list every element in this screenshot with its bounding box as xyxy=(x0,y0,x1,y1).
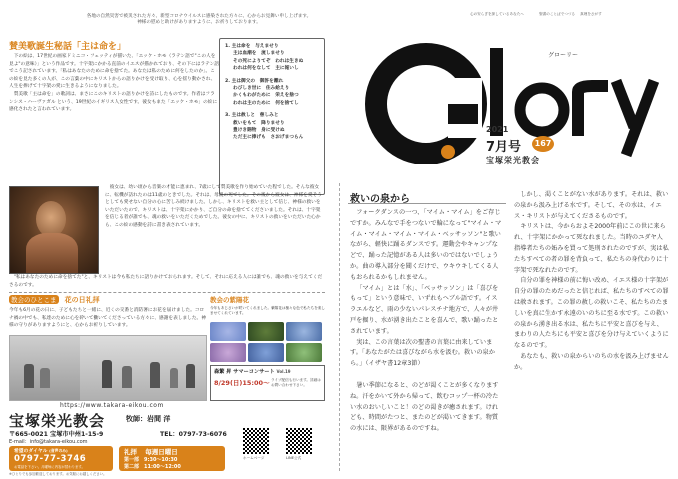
dial-note: お電話を下さい。月曜毎に内容が替わります。 xyxy=(14,465,85,469)
footer-note: ※ひとりでも参加歓迎しております。お気軽にお越しください。 xyxy=(9,472,107,476)
divider xyxy=(9,292,325,293)
hydrangea-photos xyxy=(210,322,322,362)
main-para-3: 実は、この言葉は次の聖書の言葉に由来しています。「あなたがたは喜びながら水を汲む。救いの泉から。」（イザヤ書12章3節） xyxy=(350,338,495,368)
worship-label: 礼拝 xyxy=(124,448,137,456)
masthead-church: 宝塚栄光教会 xyxy=(486,156,540,165)
qr-code-homepage[interactable] xyxy=(243,428,269,454)
concert-box xyxy=(210,365,325,401)
worship-time-2: 第二部 11:00～12:00 xyxy=(124,464,181,470)
logo-kana: グローリー xyxy=(548,52,579,59)
dial-sub: (音声のみ) xyxy=(49,448,68,453)
issue-number-badge: 167 xyxy=(532,136,554,152)
website-url[interactable]: https://www.takara-eikou.com xyxy=(60,402,164,409)
worship-time-1: 第一部 9:30～10:30 xyxy=(124,457,178,463)
flowers-title: 教会の紫陽花 xyxy=(210,296,249,304)
hymn-para-2: 賛美歌「主は命を」の歌詞は、まさにこのキリストの語りかけを詩にしたものです。作者はフランシス・ハーヴァガル という、19世紀のイギリス人女性です。彼女もまた「エッケ・ホモ」の絵に感化されたと言われています。 xyxy=(9,91,218,113)
verse-3: 3. 主は赦しと 慈しみと 救いをもて 降りませり 豊けき賜物 身に受けぬ ただ主に捧げも さおげまつらん xyxy=(225,113,304,141)
hymn-para-4: "私はあなたのために命を捨てた"と、キリストは今も私たちに語りかけておられます。そして、それに応える人には誰でも、魂の救いを与えてくださるのです。 xyxy=(9,275,323,288)
church-tel[interactable]: TEL：0797-73-6076 xyxy=(160,431,227,438)
qr-label-line: LINE公式 xyxy=(286,456,302,460)
dial-number[interactable]: 0797-77-3746 xyxy=(14,454,87,464)
church-email[interactable]: E-mail：info@takara-eikou.com xyxy=(9,439,88,445)
column-divider xyxy=(339,183,340,471)
main-article-title: 救いの泉から xyxy=(350,194,410,205)
main-para-6: キリストは、今からおよそ2000年前にこの世に来られ、十字架にかかって死なれました。当時のユダヤ人指導者たちの妬みを買って処刑されたのですが、実は私たちすべての者の罪を背負って、私たちの身代わりに十字架で死なれたのです。 xyxy=(514,223,669,274)
main-para-2: 「マイム」とは「水」、「ベッサッソン」は「喜びをもって」という意味で、いずれもヘブル語です。イスラエルなど、雨の少ないパレスチナ地方で、人々が井戸を掘り、水が湧き出たことを喜んで、歌い踊ったとされています。 xyxy=(350,284,499,335)
main-para-1: フォークダンスの一つ、「マイム・マイム」をご存じですか。みんなで手をつないで輪になって"マイム・マイム・マイム・マイム・マイム・ベッサッソン"と歌いながら、軽快に踊るダンスです。運動会やキャンプなどで、踊った記憶がある人は多いのではないでしょうか。曲の導入部分を聞くだけで、ウキウキしてくる人もおられるかもしれません。 xyxy=(350,209,502,281)
main-title-underline xyxy=(348,203,506,204)
concert-vol: Vol.19 xyxy=(276,369,291,374)
topics-header xyxy=(9,295,100,305)
hymn-article-body-3 xyxy=(9,274,323,289)
concert-date: 8/29(日)15:00～ xyxy=(214,379,270,387)
main-article-col1-tail xyxy=(350,381,502,435)
issue-month: 7月号 xyxy=(486,140,522,155)
church-address: 〒665-0021 宝塚市中州1-15-9 xyxy=(9,431,104,438)
main-para-8: あなたも、救いの泉からいのちの水を汲み上げませんか。 xyxy=(514,352,669,371)
topics-text: 今年も6月の花の日に、子どもたちと一緒に、近くの交番と消防署にお花を届けました。コロナ禍の中でも、私達のために心を砕いて働いてくださっている方々に、感謝を表しました。神様の守りがありますようにと、心からお祈りしています。 xyxy=(9,308,206,329)
main-para-5: しかし、渇くことがない水があります。それは、救いの泉から汲み上げる水です。そして、その水は、イエス・キリストが与えてくださるものです。 xyxy=(514,191,669,220)
church-name: 宝塚栄光教会 xyxy=(9,412,106,430)
worship-box xyxy=(119,446,225,471)
pastor-name: 牧師：岩間 洋 xyxy=(126,415,171,423)
main-para-7: 自分の罪を神様の前に悔い改め、イエス様の十字架が自分の罪のためだったと信じれば、私たちのすべての罪は赦されます。この罪の赦しの救いこそ、私たちのたましいを真に生かす永遠のいのちに至る水です。この救いの泉から湧き出る水は、私たちに平安と喜びを与え、まわりの人たちにも平安と喜びを分け与えていくようになるのです。 xyxy=(514,277,669,350)
concert-title: 森繁 昇 サマーコンサート xyxy=(214,369,275,375)
tagline: 心の安らぎを探しているあなたへ 聖書のことばでつづる 真理をさがす xyxy=(470,12,602,16)
topics-title: 花の日礼拝 xyxy=(64,296,100,304)
verse-2: 2. 主は御父の 御許を離れ わびしき世に 住み給えり かくもわがために 栄えを捨つ われは主のために 何を捨てし xyxy=(225,78,299,106)
hope-dial-box xyxy=(9,446,113,471)
hymn-article-body xyxy=(9,53,219,114)
hymn-para-1: 下の絵は、17世紀の画家ドミニコ・フェッティが描いた、「エッケ・ホモ（ラテン語で"この人を見よ"の意味）」という作品です。十字架にかかる直前のイエスが描かれており、その下にはラテン語でこう記されています。「私はあなたのために命を捨てた。あなたは私のために何をしたのか」。この絵を見た多くの人が、この言葉の中にキリストからの語りかけを受け取り、心を揺り動かされ、人生を捧げて十字架の愛に生きるようになりました。 xyxy=(9,54,219,90)
concert-note: ライブ配信も行います。詳細はお問い合わせ下さい。 xyxy=(271,378,321,388)
flower-day-photo xyxy=(9,335,207,401)
main-article-col2 xyxy=(514,190,669,374)
ecce-homo-painting xyxy=(9,186,99,274)
main-article-col1 xyxy=(350,208,502,370)
issue-year: 2021 xyxy=(486,125,509,134)
intro-line-1: 各地の自然災害で被災された方々、新型コロナウイルスに感染された方々に、心からお見舞い申し上げます。 xyxy=(86,14,312,19)
qr-label-homepage: ホームページ xyxy=(243,456,265,460)
hymn-para-3: 彼女は、幼い頃から音楽の才能に恵まれ、7歳にして賛美歌を作り始めていた程でした。そんな彼女に、転機が訪れたのは11歳のときでした。それは、母親の死でした。その後から彼女は、神様を愛そうとしても愛せない自分の心に苦しみ続けました。しかし、キリストを救い主として信じ、神様の救いをいただいたので、キリストは、十字架にかかり、ご自分の命を捨ててくださいました。それは、十字架を信じる者が誰でも、魂の救いをいただくためでした。彼女の中に、キリストの救いをいただいた心から、この絵の感動を詩に書き表されています。 xyxy=(105,185,322,228)
hymn-article-title: 賛美歌誕生秘話「主は命を」 xyxy=(9,42,127,52)
intro-text xyxy=(44,14,354,27)
dial-label: 希望のダイヤル xyxy=(14,449,48,454)
painting-figure xyxy=(36,201,66,237)
worship-day: 毎週日曜日 xyxy=(145,448,178,456)
hymn-lyrics-box xyxy=(219,38,325,195)
main-para-4: 暑い季節になると、のどが渇くことが多くなりますね。汗をかいて外から帰って、飲むコップ一杯の冷たい水のおいしいこと！のどの渇きが癒されます。けれども、時間がたつと、またのどが渇いてきます。物質の水には、限界があるのですね。 xyxy=(350,382,499,433)
qr-code-line[interactable] xyxy=(286,428,312,454)
flowers-text: 今年もあじさいが咲いてくれました。紫陽花は様々な色で私たちを楽しませてくれています。 xyxy=(210,306,325,316)
intro-line-2: 神様の慰めと助けがありますように、お祈りしております。 xyxy=(137,20,261,26)
verse-1: 1. 主は命を 与えませり 主は血潮を 流しませり その死によりてぞ われは生きぬ われは何をなして 主に報いし xyxy=(225,44,304,72)
topics-label: 教会のひとこま xyxy=(11,296,57,304)
